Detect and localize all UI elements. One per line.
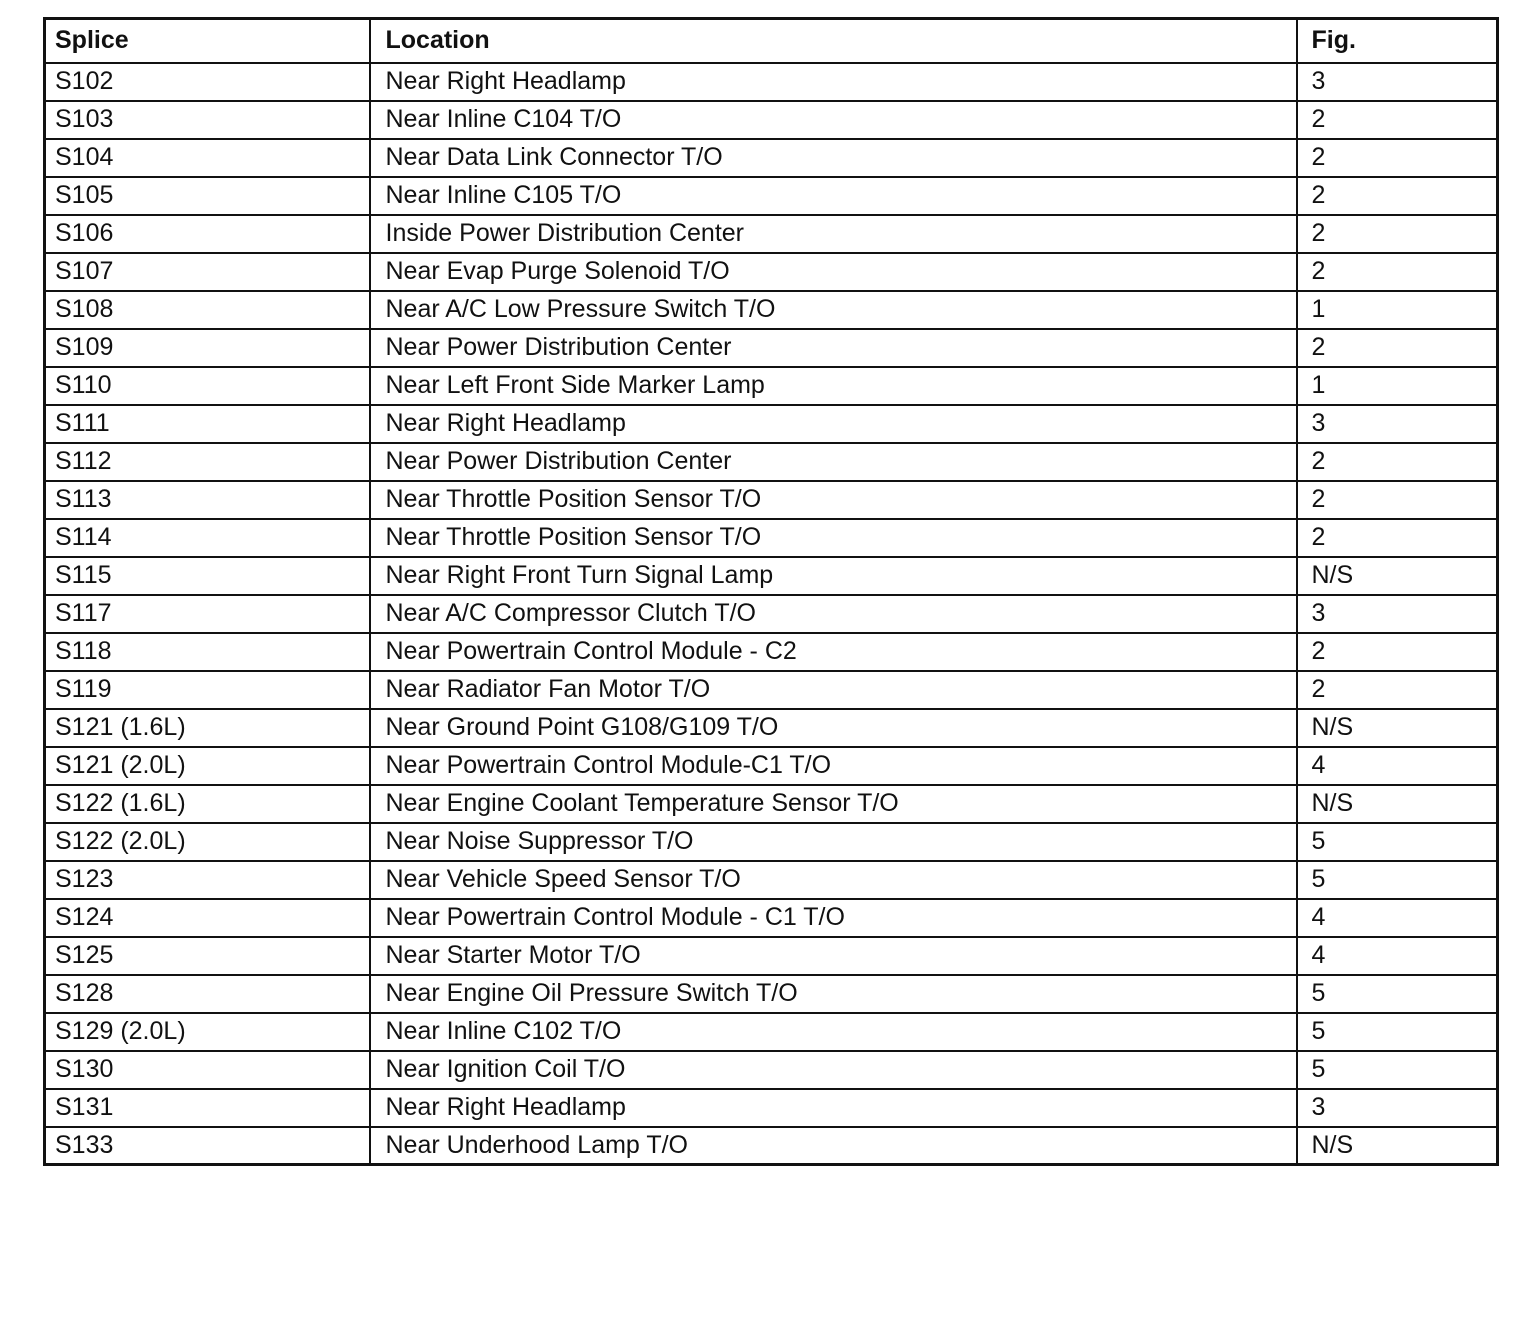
cell-location: Near Starter Motor T/O <box>370 937 1297 975</box>
table-row <box>45 937 1498 975</box>
table-row <box>45 443 1498 481</box>
cell-splice: S115 <box>45 557 370 595</box>
cell-location: Near Left Front Side Marker Lamp <box>370 367 1297 405</box>
cell-splice: S117 <box>45 595 370 633</box>
table-row <box>45 633 1498 671</box>
cell-splice: S111 <box>45 405 370 443</box>
table-row <box>45 177 1498 215</box>
cell-location: Near A/C Low Pressure Switch T/O <box>370 291 1297 329</box>
table-row <box>45 709 1498 747</box>
table-row <box>45 481 1498 519</box>
cell-location: Near Right Headlamp <box>370 405 1297 443</box>
cell-location: Inside Power Distribution Center <box>370 215 1297 253</box>
cell-fig: 3 <box>1297 1089 1498 1127</box>
cell-fig: 3 <box>1297 63 1498 101</box>
table-row <box>45 367 1498 405</box>
cell-splice: S118 <box>45 633 370 671</box>
cell-splice: S121 (1.6L) <box>45 709 370 747</box>
cell-fig: 2 <box>1297 139 1498 177</box>
cell-splice: S128 <box>45 975 370 1013</box>
cell-splice: S119 <box>45 671 370 709</box>
cell-location: Near Right Front Turn Signal Lamp <box>370 557 1297 595</box>
cell-splice: S110 <box>45 367 370 405</box>
cell-location: Near Underhood Lamp T/O <box>370 1127 1297 1165</box>
cell-fig: 5 <box>1297 823 1498 861</box>
cell-splice: S121 (2.0L) <box>45 747 370 785</box>
cell-fig: 5 <box>1297 1013 1498 1051</box>
cell-splice: S103 <box>45 101 370 139</box>
cell-fig: 2 <box>1297 215 1498 253</box>
cell-fig: N/S <box>1297 785 1498 823</box>
table-row <box>45 1127 1498 1165</box>
cell-fig: 2 <box>1297 253 1498 291</box>
cell-location: Near Inline C102 T/O <box>370 1013 1297 1051</box>
cell-location: Near Powertrain Control Module-C1 T/O <box>370 747 1297 785</box>
table-row <box>45 861 1498 899</box>
cell-splice: S106 <box>45 215 370 253</box>
cell-splice: S107 <box>45 253 370 291</box>
cell-splice: S109 <box>45 329 370 367</box>
cell-splice: S108 <box>45 291 370 329</box>
cell-fig: 3 <box>1297 405 1498 443</box>
cell-fig: 4 <box>1297 747 1498 785</box>
cell-fig: 2 <box>1297 177 1498 215</box>
cell-fig: 5 <box>1297 1051 1498 1089</box>
table-row <box>45 823 1498 861</box>
cell-fig: N/S <box>1297 557 1498 595</box>
cell-splice: S112 <box>45 443 370 481</box>
splice-location-table <box>43 17 1499 1166</box>
cell-location: Near Ground Point G108/G109 T/O <box>370 709 1297 747</box>
table-row <box>45 329 1498 367</box>
cell-fig: 4 <box>1297 937 1498 975</box>
table-row <box>45 101 1498 139</box>
table-row <box>45 785 1498 823</box>
cell-location: Near Radiator Fan Motor T/O <box>370 671 1297 709</box>
header-splice: Splice <box>45 19 370 63</box>
header-row <box>45 19 1498 63</box>
table-row <box>45 63 1498 101</box>
cell-location: Near Right Headlamp <box>370 1089 1297 1127</box>
cell-fig: 1 <box>1297 367 1498 405</box>
cell-location: Near Power Distribution Center <box>370 443 1297 481</box>
cell-fig: 5 <box>1297 861 1498 899</box>
cell-fig: 2 <box>1297 481 1498 519</box>
cell-fig: 2 <box>1297 443 1498 481</box>
cell-fig: 2 <box>1297 329 1498 367</box>
cell-splice: S124 <box>45 899 370 937</box>
table-row <box>45 519 1498 557</box>
cell-splice: S105 <box>45 177 370 215</box>
cell-fig: 4 <box>1297 899 1498 937</box>
cell-splice: S125 <box>45 937 370 975</box>
table-row <box>45 405 1498 443</box>
table-row <box>45 139 1498 177</box>
cell-fig: N/S <box>1297 709 1498 747</box>
cell-splice: S131 <box>45 1089 370 1127</box>
table-row <box>45 253 1498 291</box>
cell-splice: S123 <box>45 861 370 899</box>
table-row <box>45 557 1498 595</box>
table-row <box>45 1051 1498 1089</box>
cell-location: Near Powertrain Control Module - C1 T/O <box>370 899 1297 937</box>
cell-location: Near Power Distribution Center <box>370 329 1297 367</box>
cell-location: Near Throttle Position Sensor T/O <box>370 519 1297 557</box>
header-location: Location <box>370 19 1297 63</box>
table-row <box>45 595 1498 633</box>
cell-location: Near Engine Oil Pressure Switch T/O <box>370 975 1297 1013</box>
header-fig: Fig. <box>1297 19 1498 63</box>
cell-location: Near Vehicle Speed Sensor T/O <box>370 861 1297 899</box>
cell-splice: S122 (1.6L) <box>45 785 370 823</box>
table-row <box>45 899 1498 937</box>
table-header <box>45 19 1498 63</box>
cell-fig: 2 <box>1297 671 1498 709</box>
cell-fig: 3 <box>1297 595 1498 633</box>
cell-fig: N/S <box>1297 1127 1498 1165</box>
cell-splice: S113 <box>45 481 370 519</box>
cell-location: Near Ignition Coil T/O <box>370 1051 1297 1089</box>
table-row <box>45 1013 1498 1051</box>
cell-location: Near A/C Compressor Clutch T/O <box>370 595 1297 633</box>
table-row <box>45 215 1498 253</box>
table-row <box>45 975 1498 1013</box>
cell-location: Near Powertrain Control Module - C2 <box>370 633 1297 671</box>
cell-fig: 2 <box>1297 101 1498 139</box>
cell-fig: 5 <box>1297 975 1498 1013</box>
cell-splice: S104 <box>45 139 370 177</box>
table-row <box>45 747 1498 785</box>
cell-location: Near Throttle Position Sensor T/O <box>370 481 1297 519</box>
cell-fig: 2 <box>1297 519 1498 557</box>
cell-location: Near Noise Suppressor T/O <box>370 823 1297 861</box>
cell-location: Near Engine Coolant Temperature Sensor T/O <box>370 785 1297 823</box>
cell-location: Near Inline C104 T/O <box>370 101 1297 139</box>
cell-location: Near Evap Purge Solenoid T/O <box>370 253 1297 291</box>
table-row <box>45 291 1498 329</box>
table-row <box>45 671 1498 709</box>
cell-fig: 1 <box>1297 291 1498 329</box>
cell-location: Near Data Link Connector T/O <box>370 139 1297 177</box>
cell-location: Near Inline C105 T/O <box>370 177 1297 215</box>
cell-splice: S114 <box>45 519 370 557</box>
cell-splice: S130 <box>45 1051 370 1089</box>
cell-fig: 2 <box>1297 633 1498 671</box>
table-row <box>45 1089 1498 1127</box>
table-body <box>45 63 1498 1165</box>
cell-splice: S129 (2.0L) <box>45 1013 370 1051</box>
cell-splice: S122 (2.0L) <box>45 823 370 861</box>
cell-location: Near Right Headlamp <box>370 63 1297 101</box>
cell-splice: S102 <box>45 63 370 101</box>
cell-splice: S133 <box>45 1127 370 1165</box>
